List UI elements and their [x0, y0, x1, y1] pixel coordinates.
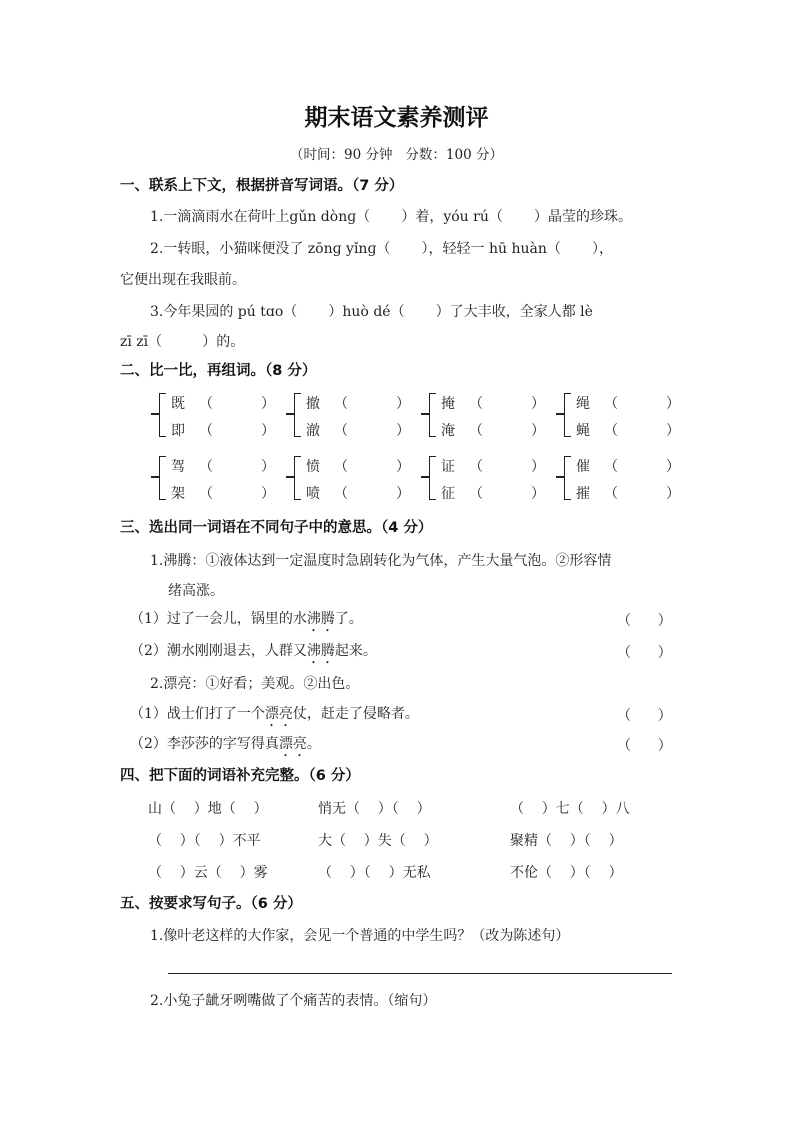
idiom-item[interactable]: 聚精（ ）（ ） [510, 833, 623, 849]
blank-open[interactable]: （ [469, 459, 483, 475]
blank-close: ） [531, 459, 545, 475]
s1-question-1: 1.一滴滴雨水在荷叶上gǔn dònɡ（ ）着，yóu rú（ ）晶莹的珍珠。 [150, 209, 632, 225]
pair-char: 绳 [576, 396, 590, 412]
s5-question-2: 2.小兔子龇牙咧嘴做了个痛苦的表情。（缩句） [150, 993, 437, 1009]
blank-open[interactable]: （ [334, 486, 348, 502]
answer-blank[interactable]: （ ） [617, 645, 672, 661]
s1-question-3-cont: zī zī（ ）的。 [120, 334, 245, 350]
s1-question-3: 3.今年果园的 pú tɑo（ ）huò dé（ ）了大丰收，全家人都 lè [150, 304, 593, 320]
idiom-item[interactable]: 悄无（ ）（ ） [318, 801, 431, 817]
blank-open[interactable]: （ [469, 486, 483, 502]
blank-open[interactable]: （ [334, 459, 348, 475]
blank-close: ） [396, 486, 410, 502]
pair-char: 愤 [306, 459, 320, 475]
pair-char: 驾 [171, 459, 185, 475]
brace-icon [564, 393, 571, 437]
pair-char: 淹 [441, 423, 455, 439]
s3-q1-sentence-1: （1）过了一会儿，锅里的水沸腾了。 [130, 611, 363, 627]
idiom-item[interactable]: （ ）云（ ）雾 [148, 865, 268, 881]
idiom-item[interactable]: （ ）（ ）无私 [318, 865, 431, 881]
s3-q1-definition: 1.沸腾：①液体达到一定温度时急剧转化为气体，产生大量气泡。②形容情 [150, 553, 612, 569]
pair-char: 既 [171, 396, 185, 412]
answer-blank[interactable]: （ ） [617, 738, 672, 754]
blank-close: ） [396, 396, 410, 412]
pair-char: 喷 [306, 486, 320, 502]
blank-open[interactable]: （ [604, 486, 618, 502]
s1-question-2-cont: 它便出现在我眼前。 [120, 272, 246, 288]
blank-open[interactable]: （ [334, 423, 348, 439]
exam-info: （时间：90 分钟 分数：100 分） [290, 147, 503, 163]
blank-close: ） [261, 459, 275, 475]
pair-char: 征 [441, 486, 455, 502]
brace-icon [294, 456, 301, 500]
blank-close: ） [261, 423, 275, 439]
blank-open[interactable]: （ [199, 459, 213, 475]
section-5-heading: 五、按要求写句子。（6 分） [120, 896, 302, 912]
page-title: 期末语文素养测评 [304, 105, 489, 131]
pair-char: 证 [441, 459, 455, 475]
blank-close: ） [396, 423, 410, 439]
blank-open[interactable]: （ [604, 459, 618, 475]
idiom-item[interactable]: （ ）七（ ）八 [510, 801, 630, 817]
blank-open[interactable]: （ [604, 396, 618, 412]
pair-char: 掩 [441, 396, 455, 412]
section-2-heading: 二、比一比，再组词。（8 分） [120, 363, 317, 379]
s3-q2-definition: 2.漂亮：①好看；美观。②出色。 [150, 676, 360, 692]
blank-open[interactable]: （ [334, 396, 348, 412]
s5-question-1: 1.像叶老这样的大作家，会见一个普通的中学生吗？（改为陈述句） [150, 928, 570, 944]
brace-icon [159, 456, 166, 500]
idiom-item[interactable]: （ ）（ ）不平 [148, 833, 261, 849]
idiom-item[interactable]: 山（ ）地（ ） [148, 801, 268, 817]
pair-char: 撤 [306, 396, 320, 412]
idiom-item[interactable]: 不伦（ ）（ ） [510, 865, 623, 881]
brace-icon [429, 393, 436, 437]
brace-icon [429, 456, 436, 500]
blank-close: ） [531, 486, 545, 502]
blank-close: ） [666, 459, 680, 475]
answer-blank[interactable]: （ ） [617, 708, 672, 724]
pair-char: 摧 [576, 486, 590, 502]
pair-char: 催 [576, 459, 590, 475]
char-pair [294, 452, 424, 502]
section-3-heading: 三、选出同一词语在不同句子中的意思。（4 分） [120, 520, 433, 536]
pair-char: 架 [171, 486, 185, 502]
pair-char: 即 [171, 423, 185, 439]
s3-q2-sentence-1: （1）战士们打了一个漂亮仗，赶走了侵略者。 [130, 706, 419, 722]
char-pair [159, 389, 289, 439]
blank-open[interactable]: （ [199, 486, 213, 502]
blank-close: ） [666, 486, 680, 502]
blank-open[interactable]: （ [604, 423, 618, 439]
idiom-item[interactable]: 大（ ）失（ ） [318, 833, 438, 849]
blank-close: ） [396, 459, 410, 475]
blank-open[interactable]: （ [199, 423, 213, 439]
char-pair [564, 389, 694, 439]
s3-q1-sentence-2: （2）潮水刚刚退去，人群又沸腾起来。 [130, 643, 377, 659]
char-pair [159, 452, 289, 502]
blank-close: ） [531, 423, 545, 439]
s3-q1-definition-cont: 绪高涨。 [168, 583, 224, 599]
blank-close: ） [531, 396, 545, 412]
pair-char: 澈 [306, 423, 320, 439]
char-pair [429, 452, 559, 502]
answer-line[interactable] [168, 973, 672, 974]
s3-q2-sentence-2: （2）李莎莎的字写得真漂亮。 [130, 736, 321, 752]
answer-blank[interactable]: （ ） [617, 613, 672, 629]
brace-icon [294, 393, 301, 437]
blank-close: ） [666, 396, 680, 412]
blank-open[interactable]: （ [469, 423, 483, 439]
brace-icon [564, 456, 571, 500]
brace-icon [159, 393, 166, 437]
char-pair [564, 452, 694, 502]
section-4-heading: 四、把下面的词语补充完整。（6 分） [120, 768, 360, 784]
section-1-heading: 一、联系上下文，根据拼音写词语。（7 分） [120, 178, 404, 194]
blank-open[interactable]: （ [469, 396, 483, 412]
pair-char: 蝇 [576, 423, 590, 439]
blank-open[interactable]: （ [199, 396, 213, 412]
char-pair [429, 389, 559, 439]
char-pair [294, 389, 424, 439]
blank-close: ） [261, 396, 275, 412]
s1-question-2: 2.一转眼，小猫咪便没了 zōnɡ yǐnɡ（ ），轻轻一 hū huàn（ ）， [150, 241, 614, 257]
blank-close: ） [666, 423, 680, 439]
blank-close: ） [261, 486, 275, 502]
